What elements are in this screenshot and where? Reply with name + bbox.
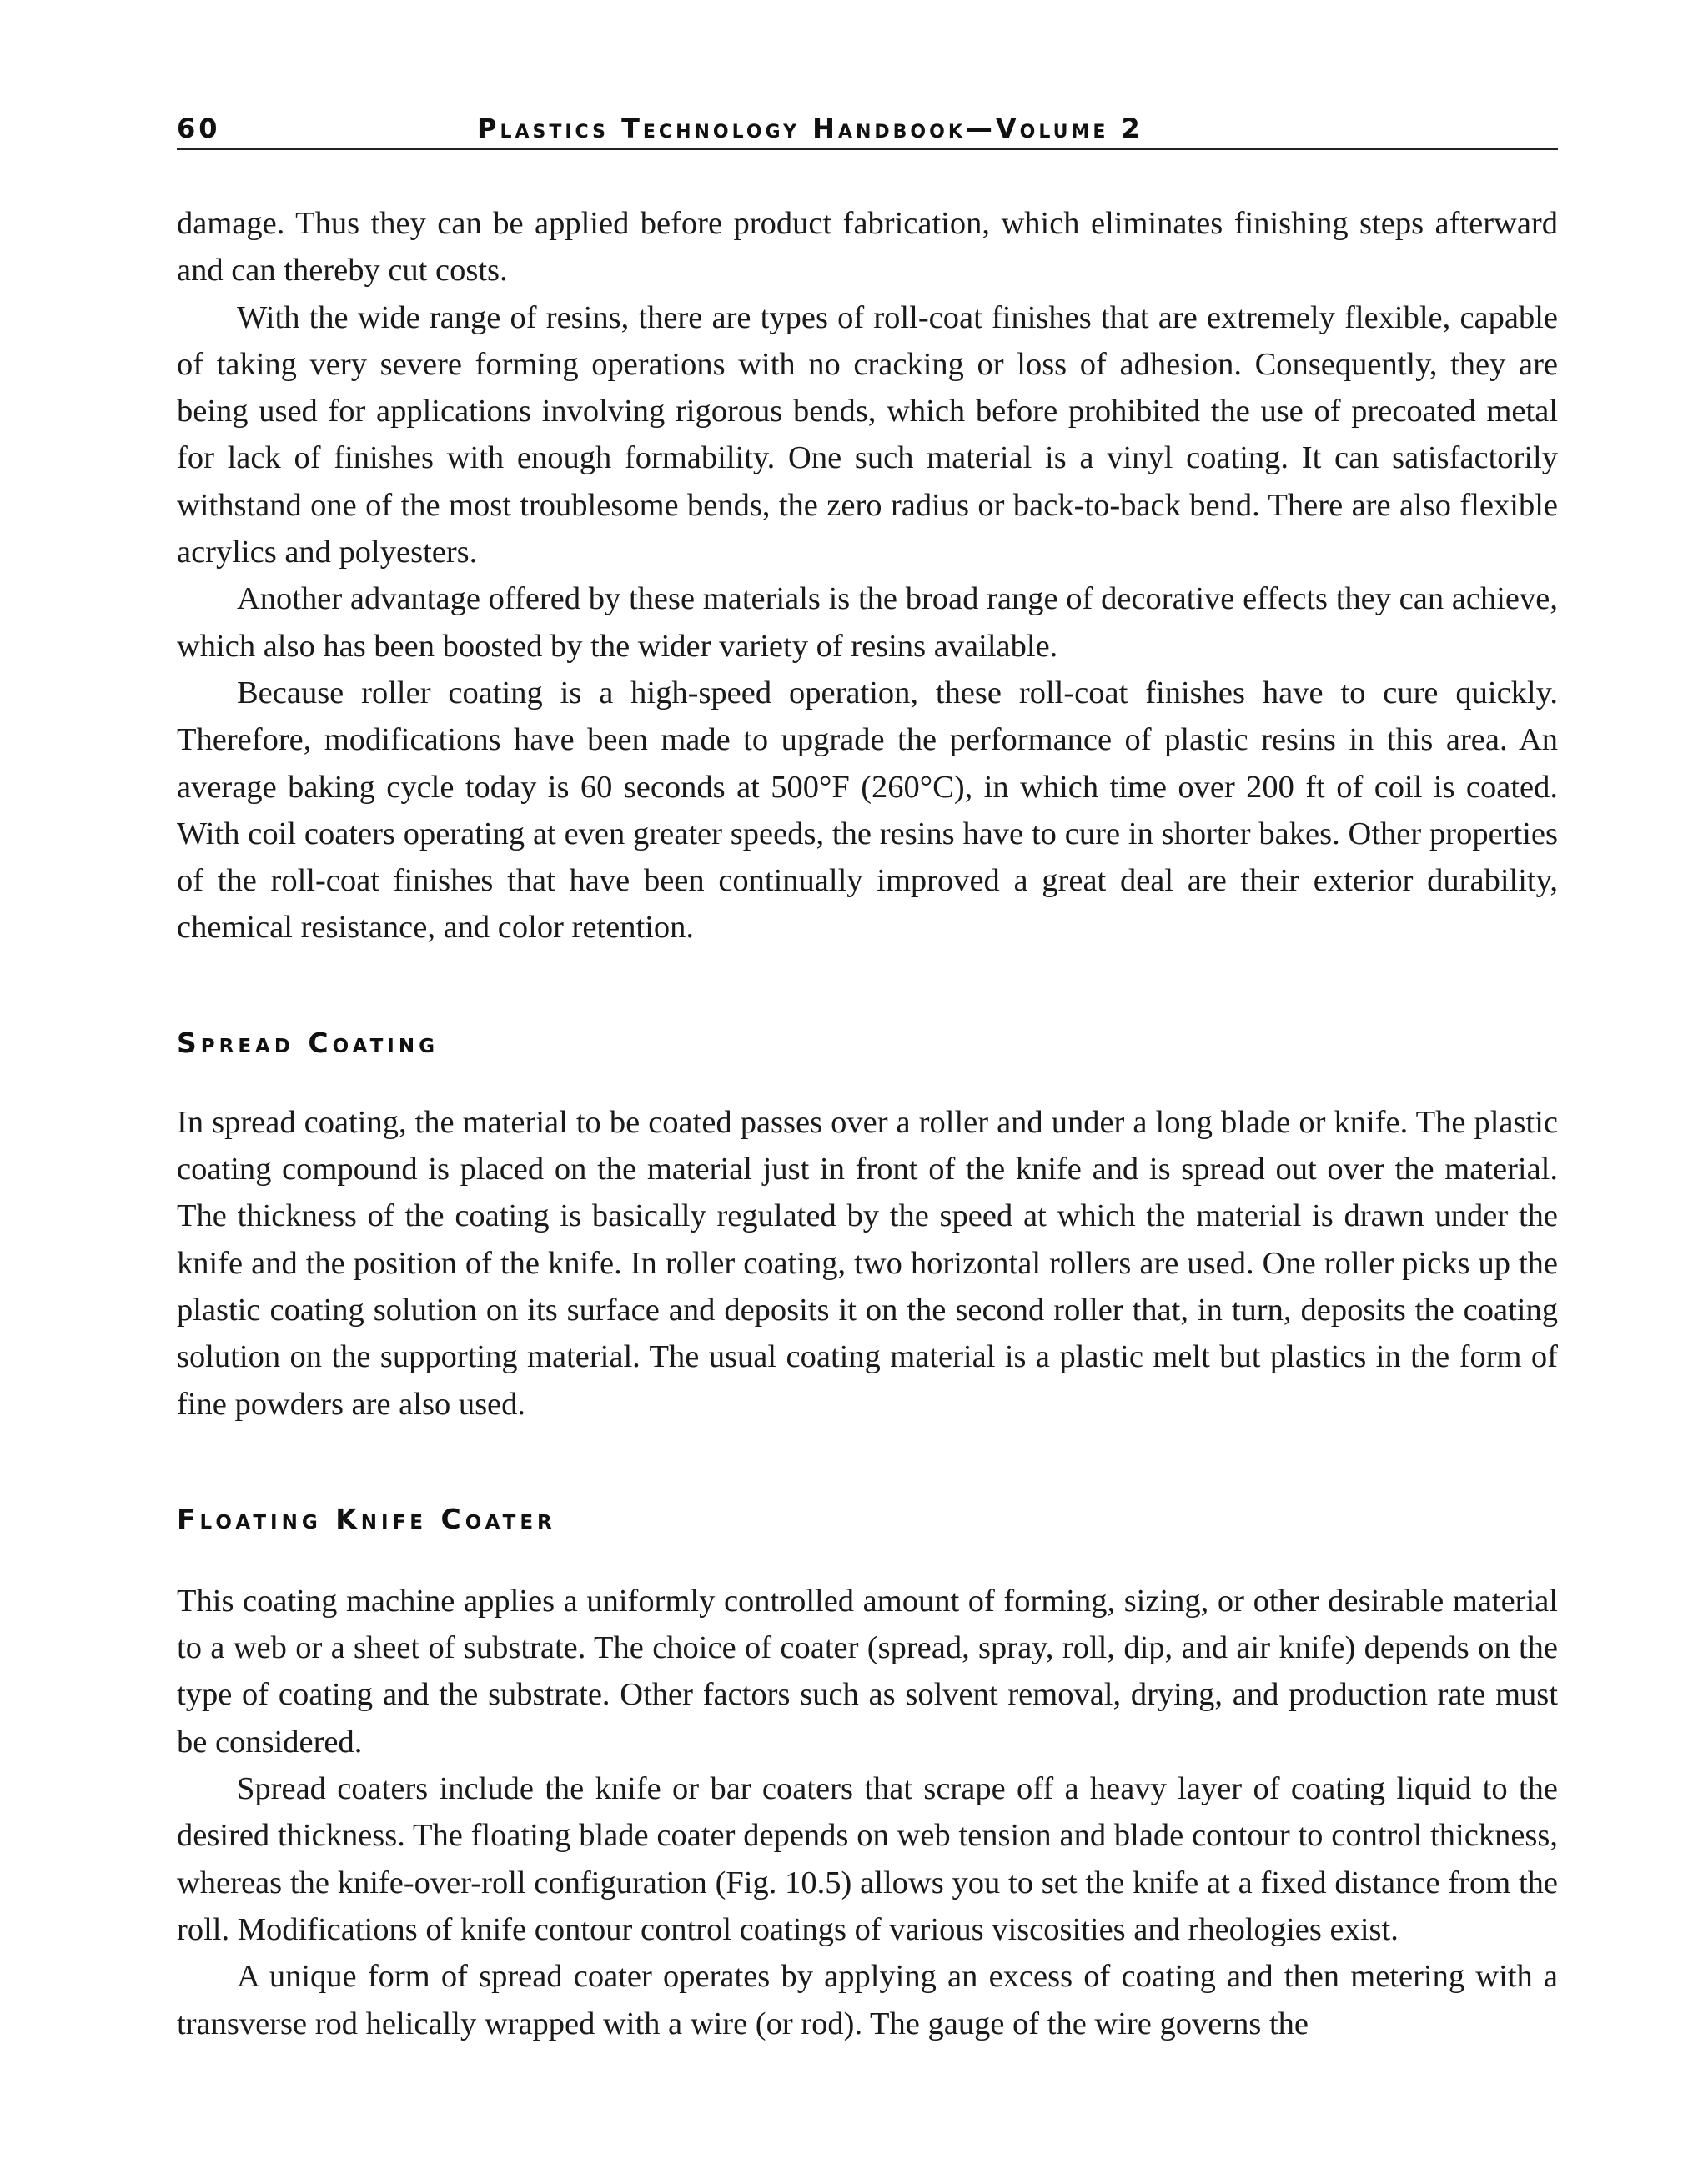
heading-spread-coating: Spread Coating	[177, 1026, 439, 1059]
paragraph-continued: damage. Thus they can be applied before product fabrication, which eliminates finishing steps afterward and can thereby cut costs.	[177, 206, 1558, 289]
heading-floating-knife-coater: Floating Knife Coater	[177, 1502, 556, 1535]
document-page	[177, 0, 1558, 2179]
running-head	[177, 108, 1558, 150]
paragraph-wire-rod-coater: A unique form of spread coater operates by applying an excess of coating and then metering with a transverse rod helically wrapped with a wire (or rod). The gauge of the wire governs the	[177, 1959, 1558, 2041]
paragraph-spread-coaters: Spread coaters include the knife or bar coaters that scrape off a heavy layer of coating liquid to the desired thickness. The floating blade coater depends on web tension and blade contour to control thickness, whereas the knife-over-roll configuration (Fig. 10.5) allows you to set the knife at a fixed distance from the roll. Modifications of knife contour control coatings of various viscosities and rheologies exist.	[177, 1771, 1558, 1947]
book-title: Plastics Technology Handbook—Volume 2	[477, 113, 1143, 144]
paragraph-floating-knife-intro: This coating machine applies a uniformly controlled amount of forming, sizing, or other desirable material to a web or a sheet of substrate. The choice of coater (spread, spray, roll, dip, and air knife) depends on the type of coating and the substrate. Other factors such as solvent removal, drying, and production rate must be considered.	[177, 1583, 1558, 1760]
body-text	[177, 200, 1558, 2047]
paragraph-decorative-effects: Another advantage offered by these materials is the broad range of decorative effects they can achieve, which also has been boosted by the wider variety of resins available.	[177, 581, 1558, 664]
paragraph-spread-coating: In spread coating, the material to be coated passes over a roller and under a long blade or knife. The plastic coating compound is placed on the material just in front of the knife and is spread out over the material. The thickness of the coating is basically regulated by the speed at which the material is drawn under the knife and the position of the knife. In roller coating, two horizontal rollers are used. One roller picks up the plastic coating solution on its surface and deposits it on the second roller that, in turn, deposits the coating solution on the supporting material. The usual coating material is a plastic melt but plastics in the form of fine powders are also used.	[177, 1104, 1558, 1422]
paragraph-roll-coat-flexibility: With the wide range of resins, there are types of roll-coat finishes that are extremely flexible, capable of taking very severe forming operations with no cracking or loss of adhesion. Consequently, they are being used for applications involving rigorous bends, which before prohibited the use of precoated metal for lack of finishes with enough formability. One such material is a vinyl coating. It can satisfactorily withstand one of the most troublesome bends, the zero radius or back-to-back bend. There are also flexible acrylics and polyesters.	[177, 299, 1558, 570]
page-number: 60	[177, 113, 221, 144]
paragraph-cure-speed: Because roller coating is a high-speed operation, these roll-coat finishes have to cure quickly. Therefore, modifications have been made to upgrade the performance of plastic resins in this area. An average baking cycle today is 60 seconds at 500°F (260°C), in which time over 200 ft of coil is coated. With coil coaters operating at even greater speeds, the resins have to cure in shorter bakes. Other properties of the roll-coat finishes that have been continually improved a great deal are their exterior durability, chemical resistance, and color retention.	[177, 675, 1558, 946]
